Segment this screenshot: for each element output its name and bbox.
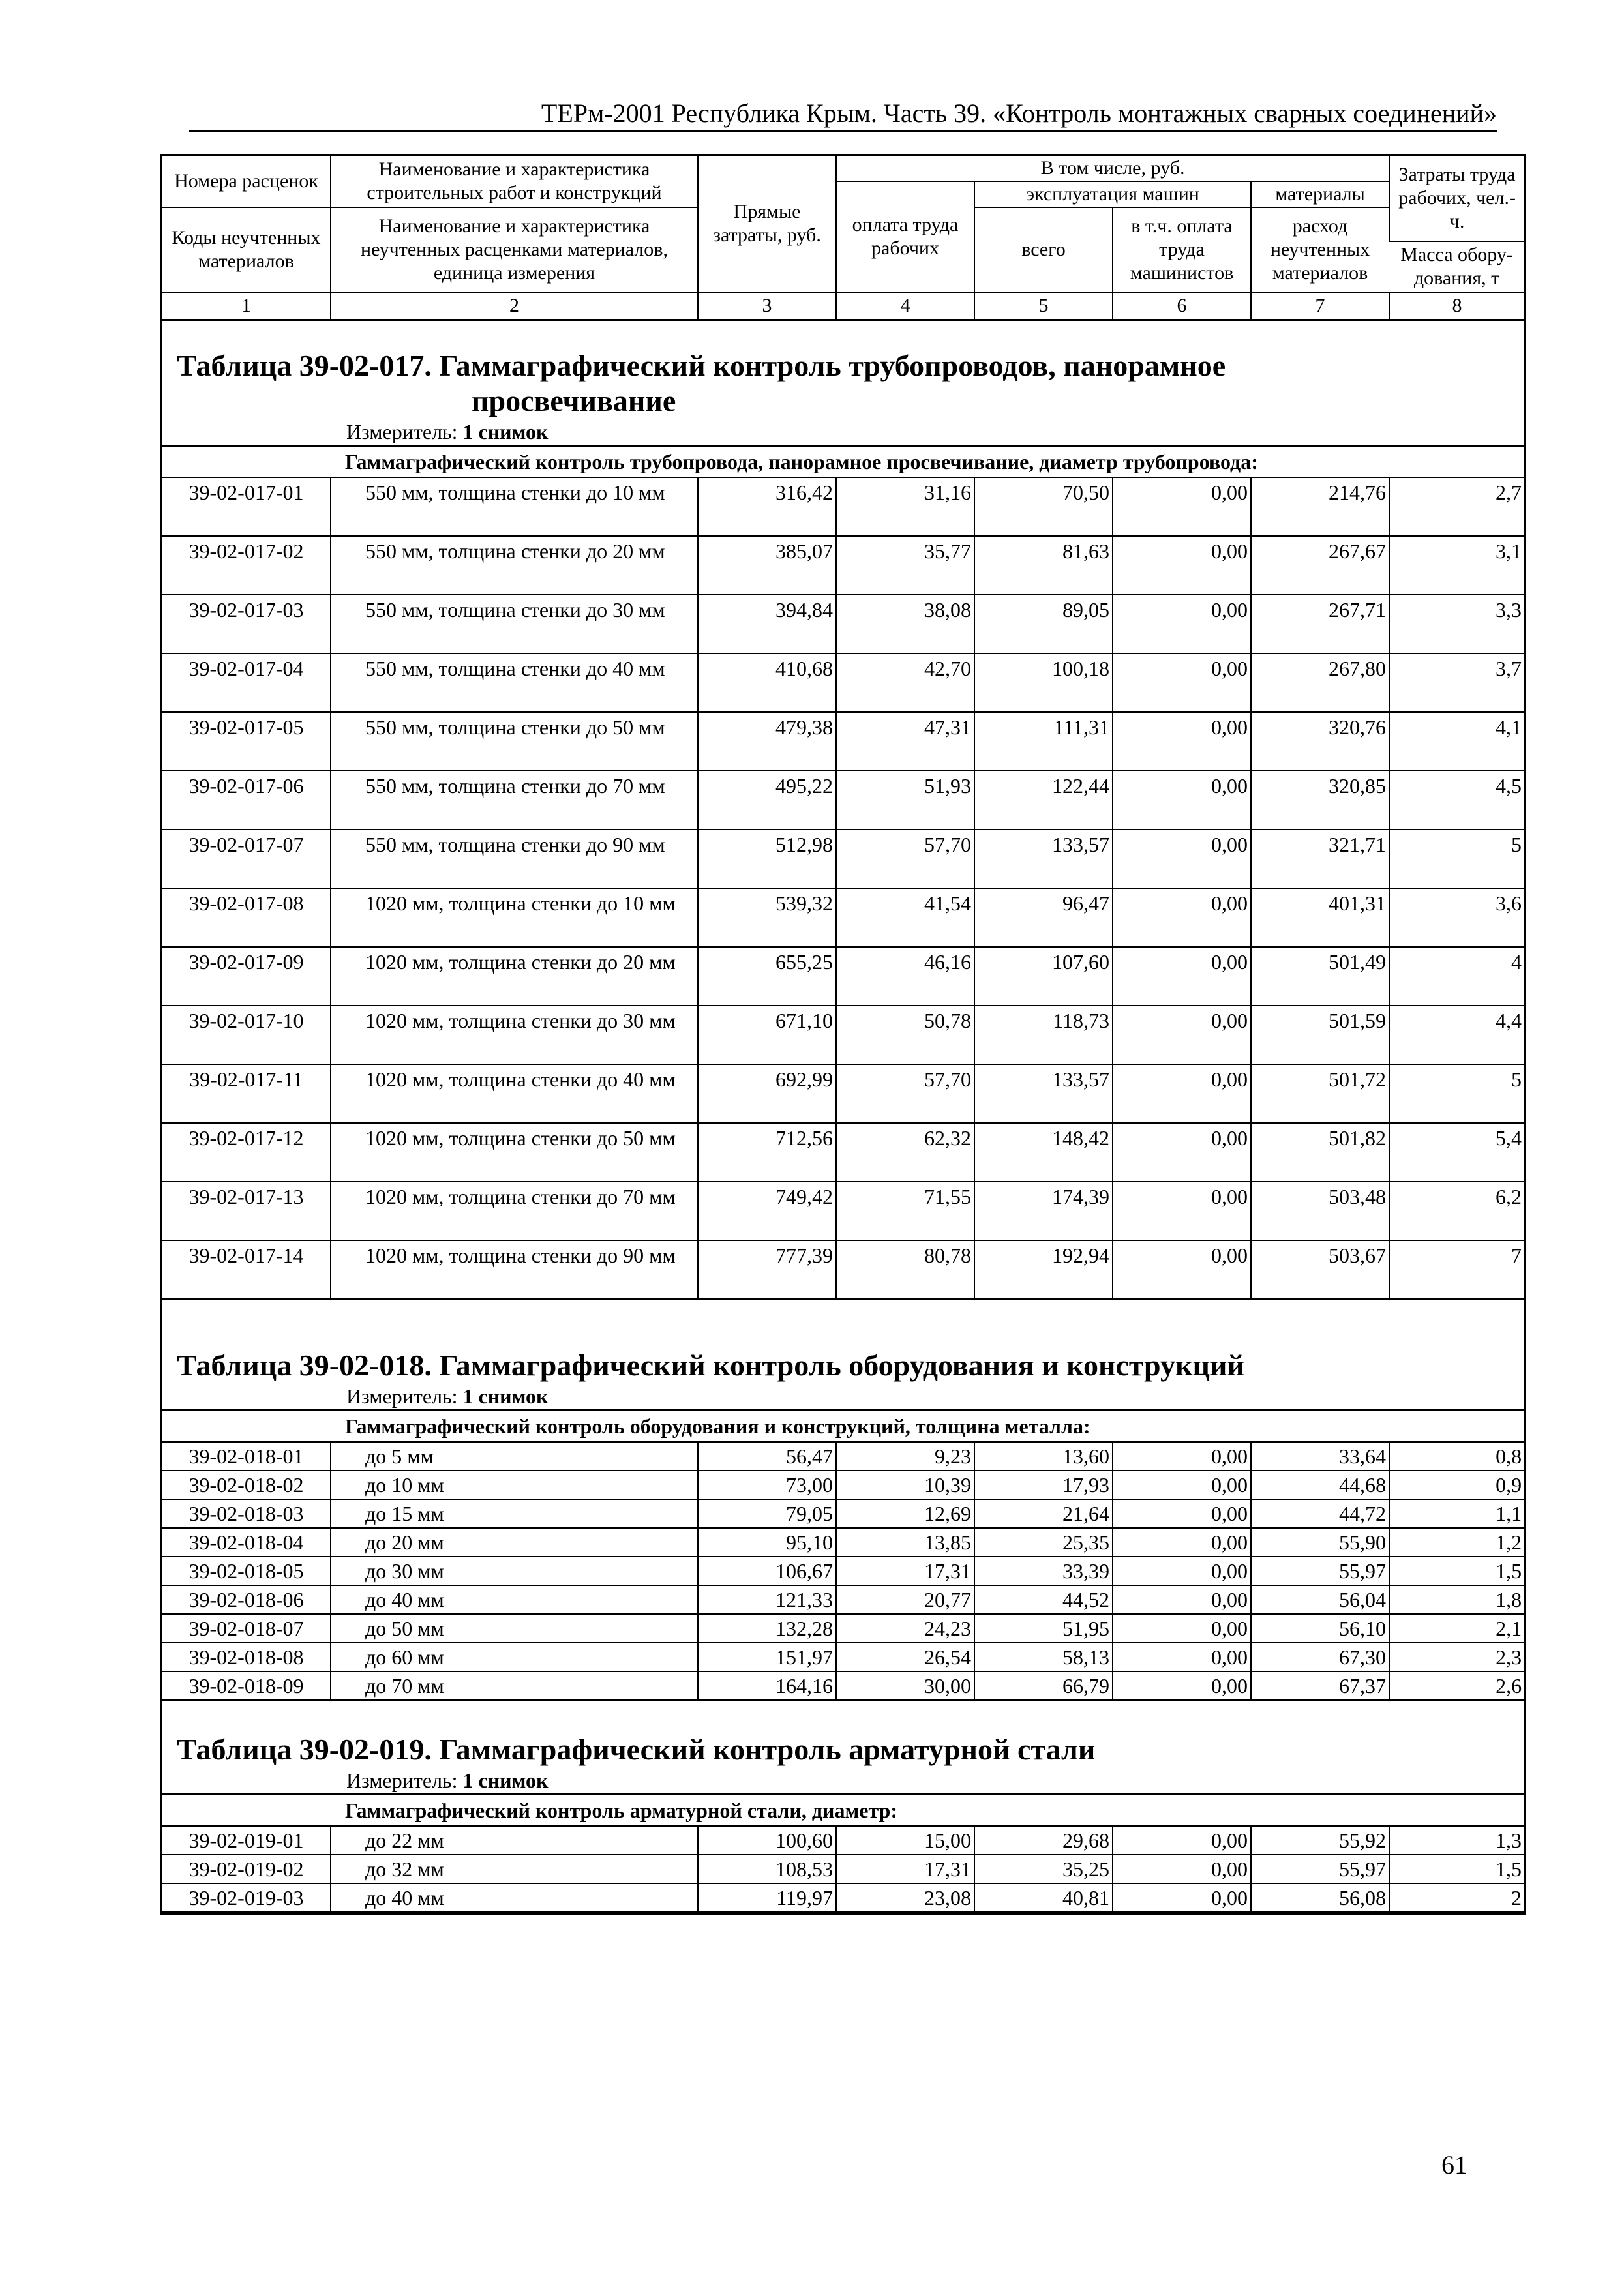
worker-pay: 15,00 [836, 1826, 974, 1855]
material-consumption: 55,97 [1251, 1855, 1389, 1883]
operator-pay: 0,00 [1113, 712, 1251, 771]
col-header-equipment-mass: Масса обору-дования, т [1389, 241, 1524, 292]
col-header-material-consumption: расход неучтенных материалов [1251, 207, 1389, 292]
rate-code: 39-02-017-06 [162, 771, 331, 830]
col-header-operator-pay: в т.ч. оплата труда машинистов [1113, 207, 1251, 292]
table-row [162, 712, 1524, 771]
table-row [162, 1643, 1524, 1671]
machines-total: 96,47 [974, 888, 1113, 947]
table-row [162, 1614, 1524, 1643]
group-header-row [162, 1411, 1524, 1443]
direct-costs: 108,53 [698, 1855, 836, 1883]
material-consumption: 320,85 [1251, 771, 1389, 830]
operator-pay: 0,00 [1113, 1182, 1251, 1240]
direct-costs: 692,99 [698, 1064, 836, 1123]
machines-total: 118,73 [974, 1006, 1113, 1064]
labor-costs: 5 [1389, 830, 1524, 888]
machines-total: 25,35 [974, 1528, 1113, 1557]
direct-costs: 512,98 [698, 830, 836, 888]
labor-costs: 5,4 [1389, 1123, 1524, 1182]
machines-total: 174,39 [974, 1182, 1113, 1240]
machines-total: 33,39 [974, 1557, 1113, 1585]
section-gap [162, 1300, 1524, 1336]
operator-pay: 0,00 [1113, 830, 1251, 888]
meter-value: 1 снимок [462, 420, 549, 443]
labor-costs: 2 [1389, 1883, 1524, 1912]
rate-description: до 40 мм [331, 1883, 698, 1912]
rate-code: 39-02-017-01 [162, 477, 331, 536]
material-consumption: 44,68 [1251, 1471, 1389, 1499]
group-header: Гаммаграфический контроль оборудования и конструкций, толщина металла: [162, 1411, 1524, 1443]
table-row [162, 1499, 1524, 1528]
meter-label: Измеритель: [346, 420, 458, 443]
meter-label: Измеритель: [346, 1769, 458, 1792]
table-row [162, 1006, 1524, 1064]
rate-description: 1020 мм, толщина стенки до 30 мм [331, 1006, 698, 1064]
material-consumption: 267,80 [1251, 653, 1389, 712]
worker-pay: 23,08 [836, 1883, 974, 1912]
rate-code: 39-02-017-10 [162, 1006, 331, 1064]
rate-code: 39-02-019-02 [162, 1855, 331, 1883]
page-number: 61 [1441, 2150, 1467, 2179]
col-header-worker-pay: оплата труда рабочих [836, 181, 974, 292]
labor-costs: 1,3 [1389, 1826, 1524, 1855]
direct-costs: 539,32 [698, 888, 836, 947]
group-header-row [162, 446, 1524, 478]
machines-total: 81,63 [974, 536, 1113, 595]
worker-pay: 71,55 [836, 1182, 974, 1240]
worker-pay: 62,32 [836, 1123, 974, 1182]
worker-pay: 50,78 [836, 1006, 974, 1064]
rate-code: 39-02-017-02 [162, 536, 331, 595]
labor-costs: 1,1 [1389, 1499, 1524, 1528]
direct-costs: 151,97 [698, 1643, 836, 1671]
rate-code: 39-02-018-09 [162, 1671, 331, 1700]
col-number: 6 [1113, 292, 1251, 320]
material-consumption: 267,67 [1251, 536, 1389, 595]
rate-description: до 32 мм [331, 1855, 698, 1883]
operator-pay: 0,00 [1113, 1855, 1251, 1883]
col-number: 7 [1251, 292, 1389, 320]
table-row [162, 1585, 1524, 1614]
meter-line [162, 419, 1524, 445]
labor-costs: 5 [1389, 1064, 1524, 1123]
col-header-labor-costs: Затраты труда рабочих, чел.-ч. [1389, 155, 1524, 242]
material-consumption: 267,71 [1251, 595, 1389, 653]
direct-costs: 385,07 [698, 536, 836, 595]
rate-description: до 70 мм [331, 1671, 698, 1700]
rate-code: 39-02-018-04 [162, 1528, 331, 1557]
rate-description: 550 мм, толщина стенки до 70 мм [331, 771, 698, 830]
rates-table [162, 1793, 1524, 1913]
machines-total: 17,93 [974, 1471, 1113, 1499]
table-row [162, 947, 1524, 1006]
direct-costs: 316,42 [698, 477, 836, 536]
worker-pay: 17,31 [836, 1557, 974, 1585]
direct-costs: 749,42 [698, 1182, 836, 1240]
machines-total: 89,05 [974, 595, 1113, 653]
group-header-row [162, 1795, 1524, 1827]
rate-description: 1020 мм, толщина стенки до 40 мм [331, 1064, 698, 1123]
rate-description: 1020 мм, толщина стенки до 70 мм [331, 1182, 698, 1240]
col-number: 1 [162, 292, 331, 320]
section-39-02-017 [162, 348, 1524, 1300]
col-header-work-name: Наименование и характеристика строительных работ и конструкций [331, 155, 698, 208]
operator-pay: 0,00 [1113, 1614, 1251, 1643]
rate-description: 550 мм, толщина стенки до 50 мм [331, 712, 698, 771]
direct-costs: 164,16 [698, 1671, 836, 1700]
operator-pay: 0,00 [1113, 888, 1251, 947]
material-consumption: 56,04 [1251, 1585, 1389, 1614]
table-row [162, 1123, 1524, 1182]
material-consumption: 501,82 [1251, 1123, 1389, 1182]
col-header-machine-operation: эксплуатация машин [974, 181, 1251, 207]
material-consumption: 321,71 [1251, 830, 1389, 888]
col-number: 5 [974, 292, 1113, 320]
rate-description: до 40 мм [331, 1585, 698, 1614]
rate-description: 550 мм, толщина стенки до 30 мм [331, 595, 698, 653]
rate-description: 550 мм, толщина стенки до 90 мм [331, 830, 698, 888]
group-header: Гаммаграфический контроль арматурной стали, диаметр: [162, 1795, 1524, 1827]
table-row [162, 830, 1524, 888]
col-header-material-names: Наименование и характеристика неучтенных расценками материалов, единица измерения [331, 207, 698, 292]
section-title-line1: Таблица 39-02-019. Гаммаграфический контроль арматурной стали [177, 1733, 1096, 1766]
rate-description: до 20 мм [331, 1528, 698, 1557]
direct-costs: 121,33 [698, 1585, 836, 1614]
section-39-02-018 [162, 1348, 1524, 1701]
col-number: 3 [698, 292, 836, 320]
direct-costs: 777,39 [698, 1240, 836, 1299]
table-row [162, 1671, 1524, 1700]
machines-total: 66,79 [974, 1671, 1113, 1700]
column-header-table [162, 154, 1524, 321]
rate-code: 39-02-018-05 [162, 1557, 331, 1585]
direct-costs: 119,97 [698, 1883, 836, 1912]
section-title [162, 1732, 1524, 1767]
direct-costs: 73,00 [698, 1471, 836, 1499]
rate-code: 39-02-018-03 [162, 1499, 331, 1528]
col-header-direct-costs: Прямые затраты, руб. [698, 155, 836, 293]
labor-costs: 4 [1389, 947, 1524, 1006]
rate-code: 39-02-017-11 [162, 1064, 331, 1123]
col-header-material-codes: Коды неучтенных материалов [162, 207, 331, 292]
col-header-materials: материалы [1251, 181, 1389, 207]
meter-line [162, 1767, 1524, 1793]
operator-pay: 0,00 [1113, 1585, 1251, 1614]
machines-total: 122,44 [974, 771, 1113, 830]
labor-costs: 0,8 [1389, 1442, 1524, 1471]
rate-code: 39-02-017-04 [162, 653, 331, 712]
rate-description: до 15 мм [331, 1499, 698, 1528]
operator-pay: 0,00 [1113, 1826, 1251, 1855]
labor-costs: 2,6 [1389, 1671, 1524, 1700]
labor-costs: 4,4 [1389, 1006, 1524, 1064]
rates-table [162, 1409, 1524, 1701]
machines-total: 35,25 [974, 1855, 1113, 1883]
worker-pay: 41,54 [836, 888, 974, 947]
direct-costs: 410,68 [698, 653, 836, 712]
table-row [162, 888, 1524, 947]
machines-total: 100,18 [974, 653, 1113, 712]
section-title-line1: Таблица 39-02-017. Гаммаграфический контроль трубопроводов, панорамное [177, 349, 1226, 382]
worker-pay: 51,93 [836, 771, 974, 830]
worker-pay: 57,70 [836, 830, 974, 888]
table-row [162, 595, 1524, 653]
material-consumption: 320,76 [1251, 712, 1389, 771]
rate-code: 39-02-019-03 [162, 1883, 331, 1912]
rate-code: 39-02-018-07 [162, 1614, 331, 1643]
operator-pay: 0,00 [1113, 1499, 1251, 1528]
material-consumption: 55,92 [1251, 1826, 1389, 1855]
rate-description: до 30 мм [331, 1557, 698, 1585]
worker-pay: 24,23 [836, 1614, 974, 1643]
worker-pay: 13,85 [836, 1528, 974, 1557]
direct-costs: 95,10 [698, 1528, 836, 1557]
meter-value: 1 снимок [462, 1769, 549, 1792]
labor-costs: 1,5 [1389, 1855, 1524, 1883]
operator-pay: 0,00 [1113, 1528, 1251, 1557]
material-consumption: 501,72 [1251, 1064, 1389, 1123]
rate-code: 39-02-018-01 [162, 1442, 331, 1471]
labor-costs: 2,7 [1389, 477, 1524, 536]
worker-pay: 26,54 [836, 1643, 974, 1671]
operator-pay: 0,00 [1113, 1557, 1251, 1585]
material-consumption: 501,49 [1251, 947, 1389, 1006]
table-row [162, 1182, 1524, 1240]
material-consumption: 55,97 [1251, 1557, 1389, 1585]
direct-costs: 79,05 [698, 1499, 836, 1528]
machines-total: 133,57 [974, 1064, 1113, 1123]
worker-pay: 17,31 [836, 1855, 974, 1883]
direct-costs: 712,56 [698, 1123, 836, 1182]
direct-costs: 495,22 [698, 771, 836, 830]
machines-total: 107,60 [974, 947, 1113, 1006]
operator-pay: 0,00 [1113, 1006, 1251, 1064]
material-consumption: 67,30 [1251, 1643, 1389, 1671]
machines-total: 44,52 [974, 1585, 1113, 1614]
machines-total: 192,94 [974, 1240, 1113, 1299]
rate-code: 39-02-017-08 [162, 888, 331, 947]
material-consumption: 55,90 [1251, 1528, 1389, 1557]
machines-total: 70,50 [974, 477, 1113, 536]
direct-costs: 106,67 [698, 1557, 836, 1585]
material-consumption: 56,10 [1251, 1614, 1389, 1643]
machines-total: 111,31 [974, 712, 1113, 771]
material-consumption: 503,67 [1251, 1240, 1389, 1299]
labor-costs: 4,1 [1389, 712, 1524, 771]
table-row [162, 1826, 1524, 1855]
labor-costs: 3,3 [1389, 595, 1524, 653]
worker-pay: 31,16 [836, 477, 974, 536]
operator-pay: 0,00 [1113, 595, 1251, 653]
table-row [162, 536, 1524, 595]
operator-pay: 0,00 [1113, 1442, 1251, 1471]
rates-table [162, 445, 1524, 1300]
machines-total: 21,64 [974, 1499, 1113, 1528]
labor-costs: 4,5 [1389, 771, 1524, 830]
material-consumption: 503,48 [1251, 1182, 1389, 1240]
operator-pay: 0,00 [1113, 653, 1251, 712]
labor-costs: 6,2 [1389, 1182, 1524, 1240]
table-row [162, 653, 1524, 712]
rate-code: 39-02-017-03 [162, 595, 331, 653]
running-header: ТЕРм-2001 Республика Крым. Часть 39. «Контроль монтажных сварных соединений» [189, 97, 1497, 132]
rate-code: 39-02-017-05 [162, 712, 331, 771]
worker-pay: 38,08 [836, 595, 974, 653]
table-row [162, 1240, 1524, 1299]
material-consumption: 67,37 [1251, 1671, 1389, 1700]
meter-label: Измеритель: [346, 1384, 458, 1408]
labor-costs: 3,1 [1389, 536, 1524, 595]
col-number: 4 [836, 292, 974, 320]
operator-pay: 0,00 [1113, 1883, 1251, 1912]
machines-total: 40,81 [974, 1883, 1113, 1912]
table-row [162, 1557, 1524, 1585]
group-header: Гаммаграфический контроль трубопровода, панорамное просвечивание, диаметр трубопровода: [162, 446, 1524, 478]
material-consumption: 214,76 [1251, 477, 1389, 536]
rate-description: 550 мм, толщина стенки до 10 мм [331, 477, 698, 536]
rate-code: 39-02-018-06 [162, 1585, 331, 1614]
operator-pay: 0,00 [1113, 1240, 1251, 1299]
rate-description: 1020 мм, толщина стенки до 50 мм [331, 1123, 698, 1182]
operator-pay: 0,00 [1113, 477, 1251, 536]
column-numbers-row [162, 292, 1524, 320]
section-title-line1: Таблица 39-02-018. Гаммаграфический контроль оборудования и конструкций [177, 1349, 1245, 1382]
col-header-machines-total: всего [974, 207, 1113, 292]
worker-pay: 46,16 [836, 947, 974, 1006]
labor-costs: 1,8 [1389, 1585, 1524, 1614]
worker-pay: 35,77 [836, 536, 974, 595]
rate-code: 39-02-017-09 [162, 947, 331, 1006]
section-title-line2: просвечивание [472, 384, 676, 417]
operator-pay: 0,00 [1113, 1064, 1251, 1123]
direct-costs: 56,47 [698, 1442, 836, 1471]
rate-code: 39-02-019-01 [162, 1826, 331, 1855]
direct-costs: 671,10 [698, 1006, 836, 1064]
direct-costs: 100,60 [698, 1826, 836, 1855]
table-row [162, 1528, 1524, 1557]
worker-pay: 30,00 [836, 1671, 974, 1700]
rate-code: 39-02-018-02 [162, 1471, 331, 1499]
machines-total: 133,57 [974, 830, 1113, 888]
table-row [162, 477, 1524, 536]
meter-line [162, 1383, 1524, 1409]
rate-code: 39-02-017-14 [162, 1240, 331, 1299]
operator-pay: 0,00 [1113, 1671, 1251, 1700]
col-number: 8 [1389, 292, 1524, 320]
material-consumption: 401,31 [1251, 888, 1389, 947]
col-header-rate-numbers: Номера расценок [162, 155, 331, 208]
table-row [162, 771, 1524, 830]
rate-description: 1020 мм, толщина стенки до 20 мм [331, 947, 698, 1006]
direct-costs: 394,84 [698, 595, 836, 653]
rates-sheet [160, 154, 1526, 1915]
table-row [162, 1064, 1524, 1123]
worker-pay: 47,31 [836, 712, 974, 771]
operator-pay: 0,00 [1113, 1471, 1251, 1499]
rate-description: 550 мм, толщина стенки до 40 мм [331, 653, 698, 712]
direct-costs: 479,38 [698, 712, 836, 771]
table-row [162, 1471, 1524, 1499]
col-header-including: В том числе, руб. [836, 155, 1389, 182]
table-row [162, 1855, 1524, 1883]
machines-total: 148,42 [974, 1123, 1113, 1182]
operator-pay: 0,00 [1113, 771, 1251, 830]
material-consumption: 56,08 [1251, 1883, 1389, 1912]
section-title [162, 1348, 1524, 1383]
rate-description: до 22 мм [331, 1826, 698, 1855]
table-row [162, 1883, 1524, 1912]
operator-pay: 0,00 [1113, 947, 1251, 1006]
material-consumption: 44,72 [1251, 1499, 1389, 1528]
operator-pay: 0,00 [1113, 536, 1251, 595]
rate-description: до 50 мм [331, 1614, 698, 1643]
rate-code: 39-02-017-07 [162, 830, 331, 888]
worker-pay: 57,70 [836, 1064, 974, 1123]
rate-description: до 10 мм [331, 1471, 698, 1499]
operator-pay: 0,00 [1113, 1123, 1251, 1182]
labor-costs: 0,9 [1389, 1471, 1524, 1499]
worker-pay: 80,78 [836, 1240, 974, 1299]
rate-code: 39-02-017-13 [162, 1182, 331, 1240]
rate-description: 1020 мм, толщина стенки до 10 мм [331, 888, 698, 947]
labor-costs: 2,3 [1389, 1643, 1524, 1671]
rate-code: 39-02-017-12 [162, 1123, 331, 1182]
rate-description: до 5 мм [331, 1442, 698, 1471]
direct-costs: 132,28 [698, 1614, 836, 1643]
direct-costs: 655,25 [698, 947, 836, 1006]
labor-costs: 3,7 [1389, 653, 1524, 712]
rate-description: до 60 мм [331, 1643, 698, 1671]
rate-description: 1020 мм, толщина стенки до 90 мм [331, 1240, 698, 1299]
machines-total: 29,68 [974, 1826, 1113, 1855]
worker-pay: 10,39 [836, 1471, 974, 1499]
machines-total: 58,13 [974, 1643, 1113, 1671]
machines-total: 51,95 [974, 1614, 1113, 1643]
rate-code: 39-02-018-08 [162, 1643, 331, 1671]
col-number: 2 [331, 292, 698, 320]
rate-description: 550 мм, толщина стенки до 20 мм [331, 536, 698, 595]
machines-total: 13,60 [974, 1442, 1113, 1471]
labor-costs: 3,6 [1389, 888, 1524, 947]
labor-costs: 7 [1389, 1240, 1524, 1299]
labor-costs: 1,2 [1389, 1528, 1524, 1557]
material-consumption: 33,64 [1251, 1442, 1389, 1471]
worker-pay: 12,69 [836, 1499, 974, 1528]
worker-pay: 20,77 [836, 1585, 974, 1614]
labor-costs: 1,5 [1389, 1557, 1524, 1585]
operator-pay: 0,00 [1113, 1643, 1251, 1671]
table-row [162, 1442, 1524, 1471]
material-consumption: 501,59 [1251, 1006, 1389, 1064]
section-39-02-019 [162, 1732, 1524, 1913]
worker-pay: 9,23 [836, 1442, 974, 1471]
labor-costs: 2,1 [1389, 1614, 1524, 1643]
section-title [162, 348, 1524, 419]
meter-value: 1 снимок [462, 1384, 549, 1408]
worker-pay: 42,70 [836, 653, 974, 712]
